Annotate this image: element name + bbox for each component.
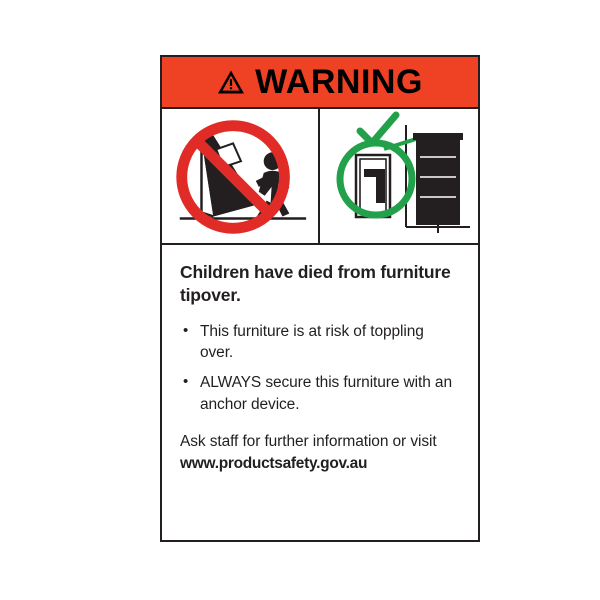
warning-headline: Children have died from furniture tipover.: [180, 262, 451, 306]
warning-title: WARNING: [255, 63, 423, 101]
closing-sentence: Ask staff for further information or visit: [180, 432, 437, 450]
furniture-tipover-warning-label: [160, 55, 480, 542]
warning-header-bar: [162, 57, 478, 109]
pictogram-row: [162, 109, 478, 245]
warning-bullet-item: • ALWAYS secure this furniture with an anchor device.: [180, 372, 460, 415]
warning-text-block: [162, 245, 478, 540]
warning-bullet-item: • This furniture is at risk of toppling over.: [180, 321, 460, 364]
warning-closing-text: [180, 431, 460, 475]
tipping-furniture-prohibited-pictogram: [162, 109, 320, 243]
warning-triangle-icon: [217, 69, 245, 95]
product-safety-url: www.productsafety.gov.au: [180, 454, 368, 472]
anchored-furniture-approved-pictogram: [320, 109, 478, 243]
warning-bullet-list: [180, 321, 460, 416]
